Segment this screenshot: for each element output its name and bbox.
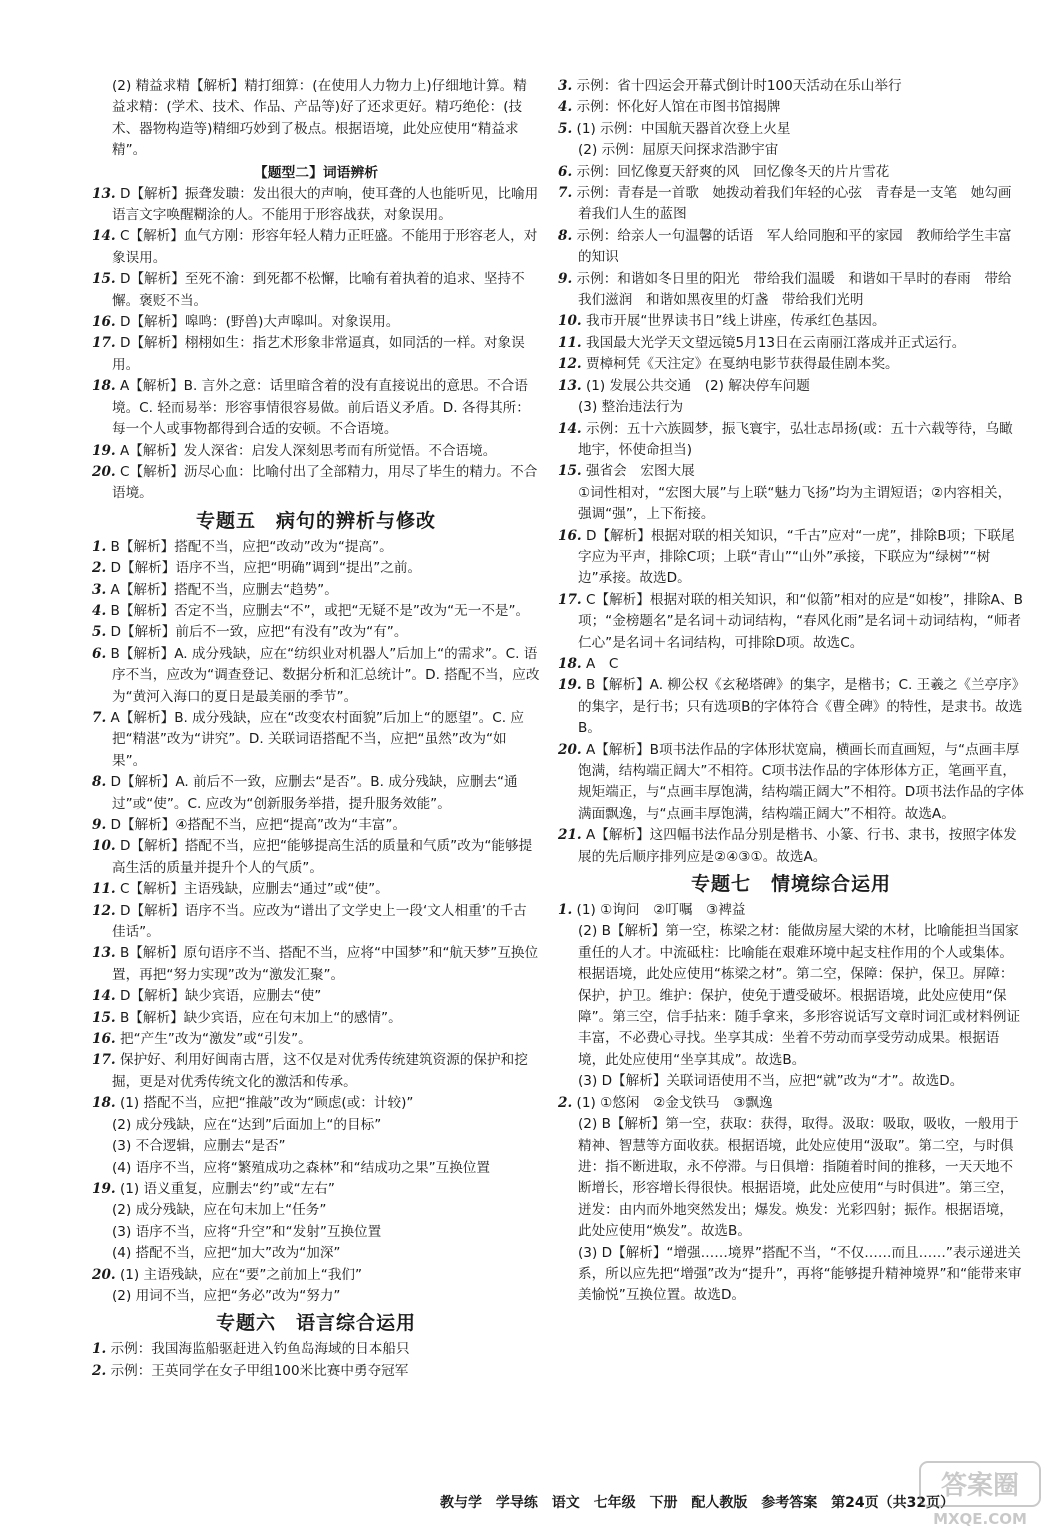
answer-item (92, 1115, 540, 1136)
question-number: 18. (92, 378, 116, 395)
answer-text: (1) ①询问 ②叮嘱 ③裨益 (576, 902, 746, 919)
answer-item (558, 76, 1024, 97)
answer-item (92, 76, 540, 162)
answer-text: B【解析】A. 成分残缺，应在“纺织业对机器人”后加上“的需求”。C. 语序不当，应改为“调查登记、数据分析和汇总统计”。D. 搭配不当，应改为“黄河入海口的夏日是最美丽的季节”。 (110, 645, 540, 705)
answer-text: D【解析】嗥鸣：(野兽)大声嗥叫。对象误用。 (119, 314, 400, 331)
question-number: 6. (558, 163, 573, 180)
answer-item (92, 901, 540, 944)
answer-item (92, 1136, 540, 1157)
answer-item (558, 825, 1024, 868)
question-number: 4. (92, 602, 107, 619)
answer-text: D【解析】至死不渝：到死都不松懈，比喻有着执着的追求、坚持不懈。褒贬不当。 (112, 271, 525, 309)
answer-text: 示例：给亲人一句温馨的话语 军人给同胞和平的家园 教师给学生丰富的知识 (576, 227, 1012, 266)
answer-item (92, 1179, 540, 1200)
footer-grade: 七年级 (593, 1495, 636, 1511)
answer-item (558, 461, 1024, 482)
answer-text: (4) 搭配不当，应把“加大”改为“加深” (112, 1245, 341, 1262)
footer-section: 参考答案 (761, 1495, 818, 1511)
question-number: 15. (92, 271, 116, 288)
answer-text: (1) 主语残缺，应在“要”之前加上“我们” (119, 1266, 363, 1283)
question-number: 13. (92, 945, 116, 962)
answer-text: 示例：回忆像夏天舒爽的风 回忆像冬天的片片雪花 (576, 163, 890, 180)
watermark-title: 答案圈 (940, 1471, 1020, 1501)
answer-item (92, 312, 540, 333)
answer-item (558, 97, 1024, 118)
answer-item (558, 140, 1024, 161)
answer-item (558, 526, 1024, 590)
question-number: 14. (558, 420, 582, 437)
answer-item (558, 654, 1024, 675)
question-number: 16. (92, 314, 116, 331)
section-heading: 专题七 情境综合运用 (690, 873, 891, 896)
answer-text: D【解析】缺少宾语，应删去“使” (119, 988, 322, 1005)
answer-text: D【解析】前后不一致，应把“有没有”改为“有”。 (110, 624, 408, 641)
answer-text: 保护好、利用好闽南古厝，这不仅是对优秀传统建筑资源的保护和挖掘，更是对优秀传统文化的激活和传承。 (112, 1052, 528, 1090)
question-number: 19. (92, 442, 116, 459)
answer-item (558, 419, 1024, 462)
question-number: 12. (558, 356, 582, 373)
answer-text: A【解析】搭配不当，应删去“趋势”。 (110, 581, 338, 598)
question-number: 8. (558, 227, 573, 244)
question-number: 19. (558, 677, 582, 694)
question-number: 18. (558, 655, 582, 672)
answer-item (92, 537, 540, 558)
answer-text: (3) D【解析】“增强……境界”搭配不当，“不仅……而且……”表示递进关系，所以应先把“增强”改为“提升”，再将“能够提升精神境界”和“能带来审美愉悦”互换位置。故选D。 (578, 1244, 1022, 1304)
answer-item (92, 226, 540, 269)
question-number: 2. (92, 1362, 107, 1379)
answer-text: (2) 成分残缺，应在句末加上“任务” (112, 1202, 327, 1219)
question-number: 1. (92, 538, 107, 555)
answer-item (558, 675, 1024, 739)
question-number: 5. (558, 120, 573, 137)
question-number: 11. (92, 881, 116, 898)
page-footer (440, 1492, 955, 1512)
answer-item (558, 1114, 1024, 1242)
answer-item (558, 1093, 1024, 1114)
answer-text: B【解析】否定不当，应删去“不”，或把“无疑不是”改为“无一不是”。 (110, 602, 530, 619)
question-number: 19. (92, 1180, 116, 1197)
question-number: 10. (558, 313, 582, 330)
answer-item (92, 943, 540, 986)
question-number: 15. (92, 1009, 116, 1026)
answer-item (92, 644, 540, 708)
answer-item (92, 462, 540, 505)
answer-item (558, 311, 1024, 332)
answer-text: 示例：王英同学在女子甲组100米比赛中勇夺冠军 (110, 1362, 409, 1379)
answer-text: D【解析】A. 前后不一致，应删去“是否”。B. 成分残缺，应删去“通过”或“使”。C. 应改为“创新服务举措，提升服务效能”。 (110, 774, 518, 812)
question-number: 7. (92, 709, 107, 726)
answer-item (92, 836, 540, 879)
footer-edition: 配人教版 (691, 1495, 748, 1511)
answer-text: A【解析】发人深省：启发人深刻思考而有所觉悟。不合语境。 (119, 442, 497, 459)
answer-item (92, 1093, 540, 1114)
answer-item (558, 333, 1024, 354)
answer-text: (1) ①悠闲 ②金戈铁马 ③飘逸 (576, 1094, 773, 1111)
answer-text: D【解析】振聋发聩：发出很大的声响，使耳聋的人也能听见，比喻用语言文字唤醒糊涂的人。不能用于形容战获，对象误用。 (112, 185, 539, 224)
question-number: 20. (92, 1266, 116, 1283)
answer-item (92, 1286, 540, 1307)
answer-text: C【解析】血气方刚：形容年轻人精力正旺盛。不能用于形容老人，对象误用。 (112, 228, 538, 266)
answer-text: D【解析】根据对联的相关知识，“千古”应对“一虎”，排除B项；下联尾字应为平声，排除C项；上联“青山”“山外”承接，下联应为“绿树”“树边”承接。故选D。 (578, 527, 1015, 587)
question-number: 14. (92, 228, 116, 245)
answer-item (92, 1200, 540, 1221)
answer-text: 示例：省十四运会开幕式倒计时100天活动在乐山举行 (576, 78, 902, 94)
answer-text: A C (585, 655, 619, 672)
answer-item (558, 1243, 1024, 1307)
question-number: 16. (558, 527, 582, 544)
answer-item (558, 1071, 1024, 1092)
watermark-logo (918, 1460, 1042, 1530)
footer-volume: 下册 (649, 1495, 678, 1511)
question-number: 20. (558, 741, 582, 758)
answer-item (558, 397, 1024, 418)
section-heading: 专题五 病句的辨析与修改 (195, 509, 436, 532)
answer-text: (3) 不合逻辑，应删去“是否” (112, 1138, 286, 1155)
answer-text: C【解析】根据对联的相关知识，和“似箭”相对的应是“如梭”，排除A、B项；“金榜题名”是名词＋动词结构，“春风化雨”是名词＋动词结构，“师者仁心”是名词＋名词结构，可排除D项。故选C。 (578, 591, 1023, 651)
answer-text: (1) 示例：中国航天器首次登上火星 (576, 120, 791, 137)
answer-text: (2) 用词不当，应把“务必”改为“努力” (112, 1287, 341, 1304)
answer-item (92, 1029, 540, 1050)
question-number: 17. (92, 335, 116, 352)
answer-text: C【解析】主语残缺，应删去“通过”或“使”。 (119, 881, 389, 898)
answer-text: B【解析】原句语序不当、搭配不当，应将“中国梦”和“航天梦”互换位置，再把“努力实现”改为“激发汇聚”。 (112, 945, 539, 983)
answer-item (92, 580, 540, 601)
answer-text: (3) 整治违法行为 (578, 399, 684, 416)
question-number: 1. (558, 902, 573, 919)
answer-item (92, 986, 540, 1007)
answer-item (92, 1158, 540, 1179)
question-number: 16. (92, 1031, 116, 1048)
answer-text: D【解析】栩栩如生：指艺术形象非常逼真，如同活的一样。对象误用。 (112, 335, 525, 373)
answer-text: B【解析】缺少宾语，应在句末加上“的感情”。 (119, 1009, 402, 1026)
question-number: 10. (92, 838, 116, 855)
left-column (92, 76, 540, 1382)
answer-item (92, 1265, 540, 1286)
answer-item (92, 622, 540, 643)
question-number: 12. (92, 902, 116, 919)
question-number: 3. (92, 581, 107, 598)
answer-text: 把“产生”改为“激发”或“引发”。 (119, 1031, 312, 1048)
question-number: 13. (558, 377, 582, 394)
answer-text: B【解析】搭配不当，应把“改动”改为“提高”。 (110, 538, 393, 555)
answer-item (558, 226, 1024, 269)
answer-item (558, 269, 1024, 312)
question-number: 2. (558, 1094, 573, 1111)
answer-item (92, 815, 540, 836)
answer-text: (1) 语义重复，应删去“约”或“左右” (119, 1180, 335, 1197)
answer-text: 示例：青春是一首歌 她拨动着我们年轻的心弦 青春是一支笔 她勾画着我们人生的蓝图 (576, 185, 1012, 223)
answer-item (558, 483, 1024, 526)
question-number: 9. (558, 270, 573, 287)
answer-item (92, 269, 540, 312)
answer-item (92, 1243, 540, 1264)
question-number: 2. (92, 560, 107, 577)
answer-item (92, 1008, 540, 1029)
answer-text: A【解析】B项书法作品的字体形状宽扁，横画长而直画短，与“点画丰厚饱满，结构端正阔大”不相符。C项书法作品的字体形体方正，笔画平直，规矩端正，与“点画丰厚饱满，结构端正阔大”不相符。D项书法作品的字体满面飘逸，与“点画丰厚饱满，结构端正阔大”不相符。故选A。 (578, 741, 1024, 822)
answer-text: (3) 语序不当，应将“升空”和“发射”互换位置 (112, 1223, 382, 1240)
answer-item (92, 879, 540, 900)
question-number: 7. (558, 185, 573, 202)
question-number: 8. (92, 774, 107, 791)
answer-text: (1) 搭配不当，应把“推敲”改为“顾虑(或：计较)” (119, 1095, 414, 1112)
question-number: 4. (558, 99, 573, 116)
answer-item (558, 119, 1024, 140)
answer-text: (2) 示例：屈原天问探求浩渺宇宙 (578, 142, 779, 159)
answer-item (558, 921, 1024, 1071)
answer-text: C【解析】沥尽心血：比喻付出了全部精力，用尽了毕生的精力。不合语境。 (112, 463, 538, 502)
answer-text: 贾樟柯凭《天注定》在戛纳电影节获得最佳剧本奖。 (585, 356, 899, 373)
footer-brand: 教与学 (440, 1495, 482, 1511)
answer-text: A【解析】B. 成分残缺，应在“改变农村面貌”后加上“的愿望”。C. 应把“精湛”改为“讲究”。D. 关联词语搭配不当，应把“虽然”改为“如果”。 (110, 709, 524, 769)
question-number: 9. (92, 817, 107, 833)
section-heading: 专题六 语言综合运用 (215, 1312, 416, 1335)
answer-item (92, 441, 540, 462)
footer-series: 学导练 (495, 1495, 538, 1511)
answer-item (92, 333, 540, 376)
answer-item (558, 183, 1024, 226)
answer-text: 我国最大光学天文望远镜5月13日在云南丽江落成并正式运行。 (585, 334, 966, 351)
answer-text: ①词性相对，“宏图大展”与上联“魅力飞扬”均为主谓短语；②内容相关，强调“强”，上下衔接。 (578, 484, 1012, 523)
answer-text: (4) 语序不当，应将“繁殖成功之森林”和“结成功之果”互换位置 (112, 1159, 490, 1176)
answer-text: 强省会 宏图大展 (585, 463, 695, 480)
answer-item (558, 162, 1024, 183)
footer-subject: 语文 (551, 1495, 580, 1511)
answer-item (92, 376, 540, 440)
answer-item (92, 772, 540, 815)
answer-text: D【解析】④搭配不当，应把“提高”改为“丰富”。 (110, 817, 407, 833)
answer-item (558, 590, 1024, 654)
question-number: 6. (92, 645, 107, 662)
answer-text: (3) D【解析】关联词语使用不当，应把“就”改为“才”。故选D。 (578, 1073, 964, 1090)
answer-text: 示例：怀化好人馆在市图书馆揭牌 (576, 99, 781, 116)
answer-item (558, 740, 1024, 826)
answer-item (558, 354, 1024, 375)
question-number: 1. (92, 1341, 107, 1358)
answer-text: (1) 发展公共交通 (2) 解决停车问题 (585, 377, 810, 394)
answer-item (92, 184, 540, 227)
question-number: 18. (92, 1095, 116, 1112)
answer-text: D【解析】语序不当，应把“明确”调到“提出”之前。 (110, 560, 422, 577)
answer-text: D【解析】语序不当。应改为“谱出了文学史上一段‘文人相重’的千古佳话”。 (112, 902, 527, 941)
answer-text: 示例：我国海监船驱赶进入钓鱼岛海域的日本船只 (110, 1341, 410, 1358)
answer-text: B【解析】A. 柳公权《玄秘塔碑》的集字，是楷书；C. 王羲之《兰亭序》的集字，是行书；只有选项B的字体符合《曹全碑》的特性，是隶书。故选B。 (578, 677, 1023, 737)
answer-text: 示例：和谐如冬日里的阳光 带给我们温暖 和谐如干旱时的春雨 带给我们滋润 和谐如黑夜里的灯盏 带给我们光明 (576, 270, 1012, 309)
footer-page-number: 第24页（共32页） (831, 1495, 955, 1511)
answer-item (558, 900, 1024, 921)
question-number: 21. (558, 827, 582, 844)
answer-item (92, 1339, 540, 1360)
answer-text: (2) 精益求精【解析】精打细算：(在使用人力物力上)仔细地计算。精益求精：(学术、技术、作品、产品等)好了还求更好。精巧绝伦：(技术、器物构造等)精细巧妙到了极点。根据语境，此处应使用“精益求精”。 (112, 78, 527, 159)
question-number: 17. (92, 1052, 116, 1069)
answer-text: (2) 成分残缺，应在“达到”后面加上“的目标” (112, 1116, 382, 1133)
right-column (558, 76, 1024, 1307)
answer-item (558, 376, 1024, 397)
answer-item (92, 708, 540, 772)
question-number: 3. (558, 78, 573, 94)
answer-text: A【解析】这四幅书法作品分别是楷书、小篆、行书、隶书，按照字体发展的先后顺序排列应是②④③①。故选A。 (578, 827, 1017, 865)
answer-text: (2) B【解析】第一空，获取：获得，取得。汲取：吸取，吸收，一般用于精神、智慧等方面收获。根据语境，此处应使用“汲取”。第二空，与时俱进：指不断进取，永不停滞。与日俱增：指随着时间的推移，一天天地不断增长，形容增长得很快。根据语境，此处应使用“与时俱进”。第三空，迸发：由内而外地突然发出；爆发。焕发：光彩四射；振作。根据语境，此处应使用“焕发”。故选B。 (578, 1116, 1019, 1240)
sub-heading: 【题型二】词语辨析 (253, 164, 379, 181)
answer-text: D【解析】搭配不当，应把“能够提高生活的质量和气质”改为“能够提高生活的质量并提升个人的气质”。 (112, 838, 533, 876)
watermark-url: MXQE.COM (933, 1510, 1027, 1528)
answer-item (92, 1050, 540, 1093)
answer-item (92, 1222, 540, 1243)
question-number: 20. (92, 463, 116, 480)
question-number: 15. (558, 463, 582, 480)
answer-text: 示例：五十六族圆梦，振飞寰宇，弘壮志昂扬(或：五十六载等待，乌瞰地宇，怀使命担当) (578, 420, 1013, 458)
answer-item (92, 1361, 540, 1382)
question-number: 5. (92, 624, 107, 641)
question-number: 13. (92, 185, 116, 202)
answer-text: 我市开展“世界读书日”线上讲座，传承红色基因。 (585, 313, 886, 330)
answer-text: (2) B【解析】第一空，栋梁之材：能做房屋大梁的木材，比喻能担当国家重任的人才。中流砥柱：比喻能在艰难环境中起支柱作用的个人或集体。根据语境，此处应使用“栋梁之材”。第二空，保障：保护，保卫。屏障：保护，护卫。维护：保护，使免于遭受破坏。根据语境，此处应使用“保障”。第三空，信手拈来：随手拿来，多形容说话写文章时词汇或材料例证丰富，不必费心寻找。坐享其成：坐着不劳动而享受劳动成果。根据语境，此处应使用“坐享其成”。故选B。 (578, 923, 1021, 1068)
answer-item (92, 601, 540, 622)
answer-text: A【解析】B. 言外之意：话里暗含着的没有直接说出的意思。不合语境。C. 轻而易举：形容事情很容易做。前后语义矛盾。D. 各得其所：每一个人或事物都得到合适的安顿。不合语境。 (112, 378, 530, 438)
answer-item (92, 558, 540, 579)
question-number: 17. (558, 591, 582, 608)
question-number: 14. (92, 988, 116, 1005)
question-number: 11. (558, 334, 582, 351)
